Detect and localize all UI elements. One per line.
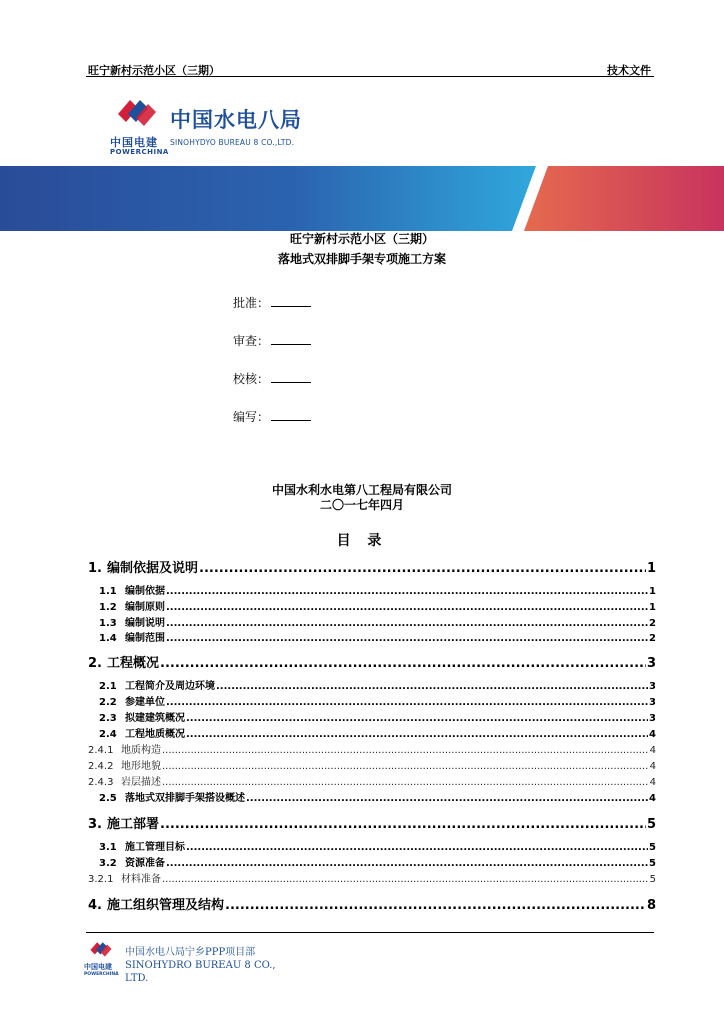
company-name: 中国水利水电第八工程局有限公司 xyxy=(271,483,452,497)
toc-text: 地质构造 xyxy=(121,745,161,756)
toc-num: 2. xyxy=(88,656,102,671)
sign-write-line xyxy=(271,409,311,421)
sign-review-line xyxy=(271,333,311,345)
toc-num: 1.4 xyxy=(99,633,117,644)
document-title-line2: 落地式双排脚手架专项施工方案 xyxy=(277,252,446,266)
toc-leader xyxy=(160,817,646,832)
toc-num: 2.2 xyxy=(99,697,117,708)
toc-entry[interactable] xyxy=(88,870,656,885)
toc-text: 施工组织管理及结构 xyxy=(107,898,225,913)
toc-entry[interactable] xyxy=(88,813,656,832)
toc-entry[interactable] xyxy=(88,838,656,853)
toc-num: 3.2 xyxy=(99,858,117,869)
toc-num: 4. xyxy=(88,898,102,913)
toc-leader xyxy=(166,602,648,613)
toc-leader xyxy=(166,858,648,869)
toc-entry[interactable] xyxy=(88,741,656,756)
toc-entry[interactable] xyxy=(88,789,656,804)
toc-leader xyxy=(186,713,648,724)
toc-page: 4 xyxy=(649,793,656,804)
toc-page: 5 xyxy=(649,842,656,853)
logo-cn-text: 中国电建 xyxy=(110,136,158,149)
toc-leader xyxy=(162,777,649,788)
toc-leader xyxy=(162,874,649,885)
toc-entry[interactable] xyxy=(88,598,656,613)
toc-leader xyxy=(186,729,648,740)
toc-num: 3. xyxy=(88,817,102,832)
toc-text: 编制范围 xyxy=(125,633,165,644)
toc-entry[interactable] xyxy=(88,773,656,788)
toc-leader xyxy=(162,745,649,756)
toc-page: 5 xyxy=(649,874,656,885)
toc-entry[interactable] xyxy=(88,614,656,629)
toc-num: 2.4.2 xyxy=(88,761,114,772)
toc-num: 1.2 xyxy=(99,602,117,613)
toc-num: 2.4 xyxy=(99,729,117,740)
toc-entry[interactable] xyxy=(88,894,656,913)
toc-page: 1 xyxy=(646,561,656,576)
toc-entry[interactable] xyxy=(88,677,656,692)
toc-text: 拟建建筑概况 xyxy=(125,713,185,724)
toc-page: 4 xyxy=(649,761,656,772)
toc-page: 4 xyxy=(649,729,656,740)
document-date: 二〇一七年四月 xyxy=(319,498,404,512)
toc-leader xyxy=(166,586,648,597)
sign-approve xyxy=(233,294,311,311)
toc-page: 2 xyxy=(649,633,656,644)
toc-leader xyxy=(199,561,646,576)
powerchina-logo-icon xyxy=(114,96,160,132)
footer-logo-cn: 中国电建 xyxy=(84,963,112,971)
toc-text: 参建单位 xyxy=(125,697,165,708)
toc-leader xyxy=(166,697,648,708)
toc-page: 8 xyxy=(646,898,656,913)
toc-leader xyxy=(166,618,648,629)
toc-text: 施工部署 xyxy=(107,817,160,832)
sign-check-line xyxy=(271,371,311,383)
toc-text: 工程地质概况 xyxy=(125,729,185,740)
logo-en-text: POWERCHINA xyxy=(110,148,169,156)
toc-entry[interactable] xyxy=(88,582,656,597)
toc-num: 2.3 xyxy=(99,713,117,724)
toc-page: 3 xyxy=(649,697,656,708)
toc-page: 3 xyxy=(646,656,656,671)
sign-approve-label: 批准： xyxy=(233,296,270,310)
brand-en-title: SINOHYDYO BUREAU 8 CO.,LTD. xyxy=(170,138,295,147)
toc-entry[interactable] xyxy=(88,557,656,576)
toc-page: 5 xyxy=(649,858,656,869)
sign-review-label: 审查： xyxy=(233,334,270,348)
toc-page: 4 xyxy=(649,745,656,756)
footer-logo-en: POWERCHINA xyxy=(84,972,119,977)
toc-page: 3 xyxy=(649,681,656,692)
toc-page: 2 xyxy=(649,618,656,629)
header-divider xyxy=(86,76,654,77)
toc-text: 编制原则 xyxy=(125,602,165,613)
toc-num: 3.1 xyxy=(99,842,117,853)
sign-write xyxy=(233,408,311,425)
toc-num: 1.3 xyxy=(99,618,117,629)
toc-entry[interactable] xyxy=(88,757,656,772)
toc-text: 岩层描述 xyxy=(121,777,161,788)
toc-leader xyxy=(186,842,648,853)
toc-page: 5 xyxy=(646,817,656,832)
header-doc-type: 技术文件 xyxy=(607,64,651,77)
toc-num: 1.1 xyxy=(99,586,117,597)
sign-review xyxy=(233,332,311,349)
toc-entry[interactable] xyxy=(88,629,656,644)
toc-text: 编制依据 xyxy=(125,586,165,597)
toc-page: 4 xyxy=(649,777,656,788)
toc-num: 1. xyxy=(88,561,102,576)
toc-text: 地形地貌 xyxy=(121,761,161,772)
toc-page: 1 xyxy=(649,602,656,613)
sign-write-label: 编写： xyxy=(233,410,270,424)
toc-text: 落地式双排脚手架搭设概述 xyxy=(125,793,245,804)
toc-num: 2.5 xyxy=(99,793,117,804)
toc-text: 材料准备 xyxy=(121,874,161,885)
toc-entry[interactable] xyxy=(88,693,656,708)
toc-num: 2.4.1 xyxy=(88,745,114,756)
toc-text: 资源准备 xyxy=(125,858,165,869)
document-title-line1: 旺宁新村示范小区（三期） xyxy=(289,232,434,246)
toc-entry[interactable] xyxy=(88,652,656,671)
footer-divider xyxy=(86,932,654,933)
toc-num: 3.2.1 xyxy=(88,874,114,885)
sign-approve-line xyxy=(271,295,311,307)
toc-page: 1 xyxy=(649,586,656,597)
footer-project-text: 中国水电八局宁乡PPP项目部 SINOHYDRO BUREAU 8 CO., LTD. xyxy=(125,947,276,984)
footer-logo-icon xyxy=(88,940,114,960)
toc-title: 目 录 xyxy=(336,533,388,549)
toc-text: 编制依据及说明 xyxy=(107,561,199,576)
toc-entry[interactable] xyxy=(88,854,656,869)
toc-leader xyxy=(216,681,648,692)
toc-text: 施工管理目标 xyxy=(125,842,185,853)
toc-leader xyxy=(160,656,646,671)
toc-leader xyxy=(166,633,648,644)
toc-text: 工程简介及周边环境 xyxy=(125,681,215,692)
header-project-name: 旺宁新村示范小区（三期） xyxy=(88,64,220,77)
sign-check-label: 校核： xyxy=(233,372,270,386)
toc-leader xyxy=(225,898,646,913)
toc-text: 工程概况 xyxy=(107,656,160,671)
sign-check xyxy=(233,370,311,387)
toc-text: 编制说明 xyxy=(125,618,165,629)
toc-num: 2.1 xyxy=(99,681,117,692)
toc-leader xyxy=(246,793,648,804)
toc-page: 3 xyxy=(649,713,656,724)
brand-cn-title: 中国水电八局 xyxy=(170,108,302,132)
toc-entry[interactable] xyxy=(88,709,656,724)
cover-banner xyxy=(0,166,724,231)
toc-leader xyxy=(162,761,649,772)
toc-num: 2.4.3 xyxy=(88,777,114,788)
toc-entry[interactable] xyxy=(88,725,656,740)
